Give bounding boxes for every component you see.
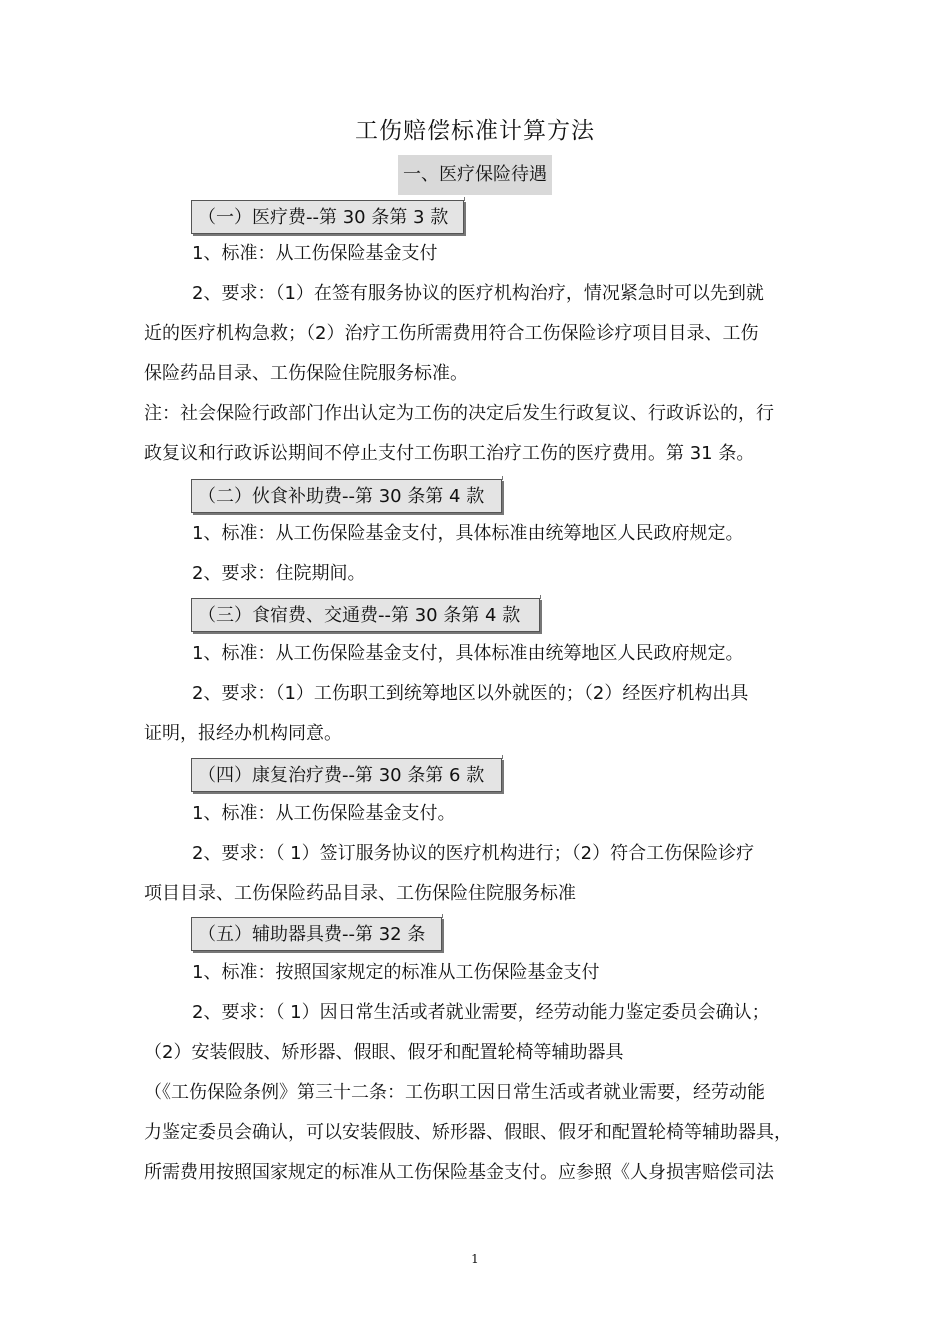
paragraph-line: 项目目录、工伤保险药品目录、工伤保险住院服务标准 xyxy=(144,883,576,904)
paragraph-line: 力鉴定委员会确认，可以安装假肢、矫形器、假眼、假牙和配置轮椅等辅助器具， xyxy=(144,1122,792,1143)
paragraph-line: 1、标准：从工伤保险基金支付 xyxy=(192,243,438,264)
page-number: 1 xyxy=(471,1252,479,1266)
subheading-rehabilitation: （四）康复治疗费--第 30 条第 6 款 xyxy=(191,758,502,792)
section-heading: 一、医疗保险待遇 xyxy=(398,155,552,195)
subheading-lodging-transport: （三）食宿费、交通费--第 30 条第 4 款 xyxy=(191,598,540,632)
document-title: 工伤赔偿标准计算方法 xyxy=(355,118,595,144)
paragraph-line: 1、标准：从工伤保险基金支付。 xyxy=(192,803,456,824)
paragraph-line: 2、要求：（ 1）因日常生活或者就业需要，经劳动能力鉴定委员会确认； xyxy=(192,1002,770,1023)
paragraph-line: 1、标准：从工伤保险基金支付，具体标准由统筹地区人民政府规定。 xyxy=(192,523,744,544)
subheading-medical-fee: （一）医疗费--第 30 条第 3 款 xyxy=(191,200,464,234)
paragraph-line: 1、标准：从工伤保险基金支付，具体标准由统筹地区人民政府规定。 xyxy=(192,643,744,664)
paragraph-line: 保险药品目录、工伤保险住院服务标准。 xyxy=(144,363,468,384)
paragraph-line: 所需费用按照国家规定的标准从工伤保险基金支付。应参照《人身损害赔偿司法 xyxy=(144,1162,774,1183)
note-line: 注：社会保险行政部门作出认定为工伤的决定后发生行政复议、行政诉讼的，行 xyxy=(144,403,774,424)
paragraph-line: 1、标准：按照国家规定的标准从工伤保险基金支付 xyxy=(192,962,600,983)
paragraph-line: 2、要求：（ 1）签订服务协议的医疗机构进行；（2）符合工伤保险诊疗 xyxy=(192,843,755,864)
paragraph-line: 2、要求：（1）在签有服务协议的医疗机构治疗，情况紧急时可以先到就 xyxy=(192,283,764,304)
paragraph-line: 证明，报经办机构同意。 xyxy=(144,723,342,744)
note-line: 政复议和行政诉讼期间不停止支付工伤职工治疗工伤的医疗费用。第 31 条。 xyxy=(144,443,755,464)
subheading-meal-subsidy: （二）伙食补助费--第 30 条第 4 款 xyxy=(191,479,502,513)
paragraph-line: 2、要求：（1）工伤职工到统筹地区以外就医的；（2）经医疗机构出具 xyxy=(192,683,749,704)
paragraph-line: 近的医疗机构急救；（2）治疗工伤所需费用符合工伤保险诊疗项目目录、工伤 xyxy=(144,323,759,344)
subheading-assistive-devices: （五）辅助器具费--第 32 条 xyxy=(191,917,442,951)
paragraph-line: （2）安装假肢、矫形器、假眼、假牙和配置轮椅等辅助器具 xyxy=(144,1042,624,1063)
paragraph-line: 2、要求：住院期间。 xyxy=(192,563,366,584)
paragraph-line: （《工伤保险条例》第三十二条：工伤职工因日常生活或者就业需要，经劳动能 xyxy=(144,1082,765,1103)
